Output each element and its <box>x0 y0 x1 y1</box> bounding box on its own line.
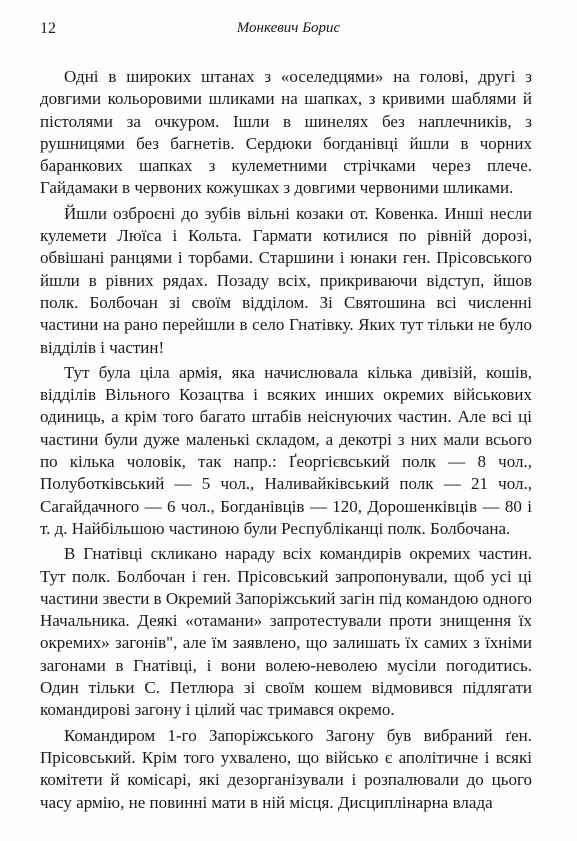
paragraph: Тут була ціла армія, яка начислювала кілька дивізій, кошів, відділів Вільного Козацтва і всяких инших окремих військових одиниць, а крім того багато штабів неіснуючих частин. Але всі ці частини були дуже маленькі складом, а декотрі з них мали всього по кілька чоловік, так напр.: Ґеоргієвський полк — 8 чол., Полуботківський — 5 чол., Наливайківський полк — 21 чол., Сагайдачного — 6 чол., Богданівців — 120, Дорошенківців — 80 і т. д. Найбільшою частиною були Республіканці полк. Болбочана. <box>40 362 532 538</box>
page-number: 12 <box>40 20 56 37</box>
running-title: Монкевич Борис <box>236 20 341 36</box>
paragraph: Йшли озброєні до зубів вільні козаки от. Ковенка. Инші несли кулемети Люїса і Кольта. Гармати котилися по рівній дорозі, обвішані ранцями і торбами. Старшини і юнаки ген. Прісовського йшли в рівних рядах. Позаду всіх, прикриваючи відступ, йшов полк. Болбочан зі своїм відділом. Зі Святошина всі численні частини на рано перейшли в село Гнатівку. Яких тут тільки не було відділів і частин! <box>40 203 532 357</box>
paragraph: Командиром 1-го Запоріжського Загону був вибраний ґен. Прісовський. Крім того ухвалено, що військо є аполітичне і всякі комітети й комісарі, які дезорганізували і розпалювали до цього часу армію, не повинні мати в ній місця. Дисциплінарна влада <box>40 725 532 812</box>
paragraph: В Гнатівці скликано нараду всіх командирів окремих частин. Тут полк. Болбочан і ген. Прісовський запропонували, щоб усі ці частини звести в Окремий Запоріжський загін під командою одного Начальника. Деякі «отамани» запротестували проти знищення їх окремих» загонів", але їм заявлено, що залишать їх самих з їхніми загонами в Гнатівці, і вони волею-неволею мусіли погодитись. Один тільки С. Петлюра зі своїм кошем відмовився підлягати командирові загону і цілий час тримався окремо. <box>40 544 532 720</box>
body-text <box>40 66 532 817</box>
paragraph: Одні в широких штанах з «оселедцями» на голові, другі з довгими кольоровими шликами на шапках, з кривими шаблями й пістолями за очкуром. Ішли в шинелях без наплечників, з рушницями без багнетів. Сердюки богданівці йшли в чорних баранкових шапках з кулеметними стрічками через плече. Гайдамаки в червоних кожушках з довгими червоними шликами. <box>40 67 532 198</box>
running-header <box>40 20 537 44</box>
